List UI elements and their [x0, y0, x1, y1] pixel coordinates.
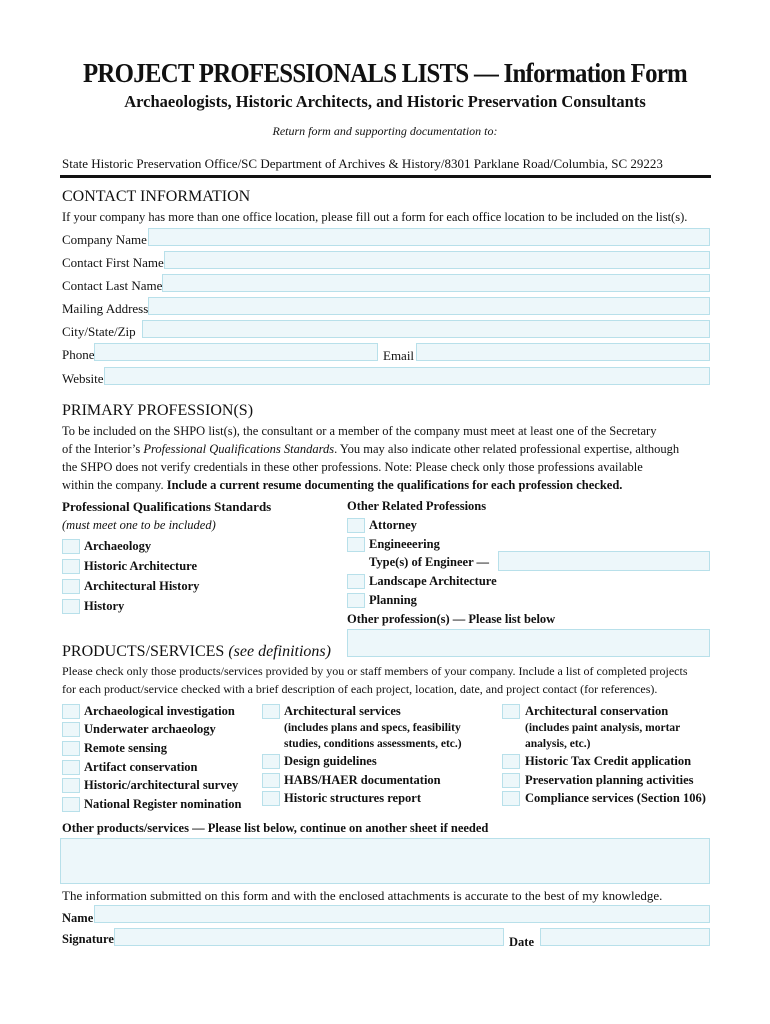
historic-survey-label: Historic/architectural survey — [84, 778, 239, 792]
last-name-field[interactable] — [162, 274, 710, 292]
historic-survey-checkbox[interactable] — [62, 778, 80, 793]
engineering-label: Engineeering — [369, 537, 440, 551]
attestation-text: The information submitted on this form and with the enclosed attachments is accurate to the best of my knowledge. — [62, 888, 663, 903]
landscape-architecture-checkbox[interactable] — [347, 574, 365, 589]
engineer-type-field[interactable] — [498, 551, 710, 571]
products-heading-text: PRODUCTS/SERVICES — [62, 643, 225, 660]
architectural-conservation-note — [525, 720, 680, 752]
national-register-checkbox[interactable] — [62, 797, 80, 812]
last-name-label: Contact Last Name — [62, 278, 163, 293]
archaeology-label: Archaeology — [84, 539, 152, 553]
arch-services-note-2: studies, conditions assessments, etc.) — [284, 738, 462, 750]
preservation-planning-label: Preservation planning activities — [525, 773, 694, 787]
name-field[interactable] — [94, 905, 710, 923]
products-note-line-1: Please check only those products/services provided by you or staff members of your company. Include a list of completed projects — [62, 664, 688, 678]
signature-label: Signature — [62, 932, 114, 946]
historic-architecture-checkbox[interactable] — [62, 559, 80, 574]
contact-note: If your company has more than one office location, please fill out a form for each office location to be included on the list(s). — [62, 210, 688, 224]
underwater-archaeology-checkbox[interactable] — [62, 722, 80, 737]
tax-credit-label: Historic Tax Credit application — [525, 754, 692, 768]
profession-para-line-3: the SHPO does not verify credentials in these other professions. Note: Please check only those professions available — [62, 460, 643, 474]
profession-description — [62, 422, 712, 494]
products-section-heading — [62, 643, 331, 661]
artifact-conservation-label: Artifact conservation — [84, 760, 198, 774]
attorney-checkbox[interactable] — [347, 518, 365, 533]
pqs-standards-emphasis: Professional Qualifications Standards — [143, 442, 335, 456]
other-professions-heading: Other Related Professions — [347, 499, 487, 513]
header-divider — [60, 175, 711, 178]
architectural-history-checkbox[interactable] — [62, 579, 80, 594]
website-field[interactable] — [104, 367, 710, 385]
first-name-label: Contact First Name — [62, 255, 164, 270]
email-label: Email — [383, 348, 415, 363]
history-checkbox[interactable] — [62, 599, 80, 614]
resume-requirement: Include a current resume documenting the qualifications for each profession checked. — [166, 478, 623, 492]
profession-section-heading: PRIMARY PROFESSION(S) — [62, 402, 254, 419]
phone-field[interactable] — [94, 343, 378, 361]
planning-label: Planning — [369, 593, 417, 607]
habs-haer-checkbox[interactable] — [262, 773, 280, 788]
design-guidelines-label: Design guidelines — [284, 754, 377, 768]
name-label: Name — [62, 911, 94, 925]
engineering-checkbox[interactable] — [347, 537, 365, 552]
para-2c: . You may also indicate other related professional expertise, although — [334, 442, 680, 456]
form-title: PROJECT PROFESSIONALS LISTS — Information Form — [82, 58, 688, 88]
city-state-zip-label: City/State/Zip — [62, 324, 136, 339]
mailing-address-field[interactable] — [148, 297, 710, 315]
compliance-services-label: Compliance services (Section 106) — [525, 791, 706, 805]
company-name-field[interactable] — [148, 228, 710, 246]
design-guidelines-checkbox[interactable] — [262, 754, 280, 769]
archaeology-checkbox[interactable] — [62, 539, 80, 554]
architectural-services-note — [284, 720, 462, 752]
para-2a: of the Interior’s — [62, 442, 144, 456]
para-4a: within the company. — [62, 478, 167, 492]
preservation-planning-checkbox[interactable] — [502, 773, 520, 788]
arch-conservation-note-2: analysis, etc.) — [525, 738, 591, 750]
other-professions-field[interactable] — [347, 629, 710, 657]
mailing-address-line: State Historic Preservation Office/SC Department of Archives & History/8301 Parklane Road/Columbia, SC 29223 — [62, 156, 663, 171]
form-subtitle: Archaeologists, Historic Architects, and Historic Preservation Consultants — [124, 92, 646, 111]
date-field[interactable] — [540, 928, 710, 946]
planning-checkbox[interactable] — [347, 593, 365, 608]
date-label: Date — [509, 935, 534, 949]
attorney-label: Attorney — [369, 518, 417, 532]
other-products-field[interactable] — [60, 838, 710, 884]
architectural-history-label: Architectural History — [84, 579, 200, 593]
historic-structures-report-checkbox[interactable] — [262, 791, 280, 806]
company-name-label: Company Name — [62, 232, 147, 247]
historic-architecture-label: Historic Architecture — [84, 559, 198, 573]
mailing-address-label: Mailing Address — [62, 301, 149, 316]
city-state-zip-field[interactable] — [142, 320, 710, 338]
email-field[interactable] — [416, 343, 710, 361]
other-products-label: Other products/services — Please list below, continue on another sheet if needed — [62, 821, 489, 835]
profession-para-line-2 — [62, 440, 712, 458]
historic-structures-report-label: Historic structures report — [284, 791, 421, 805]
pqs-subheading: (must meet one to be included) — [62, 518, 216, 532]
pqs-heading: Professional Qualifications Standards — [62, 499, 272, 514]
architectural-services-checkbox[interactable] — [262, 704, 280, 719]
website-label: Website — [62, 371, 104, 386]
landscape-architecture-label: Landscape Architecture — [369, 574, 497, 588]
artifact-conservation-checkbox[interactable] — [62, 760, 80, 775]
architectural-conservation-label: Architectural conservation — [525, 704, 669, 718]
arch-conservation-note-1: (includes paint analysis, mortar — [525, 722, 681, 734]
arch-services-note-1: (includes plans and specs, feasibility — [284, 722, 461, 734]
tax-credit-checkbox[interactable] — [502, 754, 520, 769]
profession-para-line-1: To be included on the SHPO list(s), the consultant or a member of the company must meet at least one of the Secretary — [62, 424, 657, 438]
products-note — [62, 662, 712, 698]
engineer-type-label: Type(s) of Engineer — — [369, 555, 490, 569]
national-register-label: National Register nomination — [84, 797, 242, 811]
profession-para-line-4 — [62, 476, 712, 494]
remote-sensing-checkbox[interactable] — [62, 741, 80, 756]
see-definitions-text: (see definitions) — [228, 643, 331, 660]
compliance-services-checkbox[interactable] — [502, 791, 520, 806]
products-note-line-2: for each product/service checked with a brief description of each project, location, date, and project contact (for references). — [62, 682, 658, 696]
architectural-conservation-checkbox[interactable] — [502, 704, 520, 719]
first-name-field[interactable] — [164, 251, 710, 269]
phone-label: Phone — [62, 347, 95, 362]
archaeological-investigation-label: Archaeological investigation — [84, 704, 235, 718]
signature-field[interactable] — [114, 928, 504, 946]
contact-section-heading: CONTACT INFORMATION — [62, 188, 251, 205]
return-note: Return form and supporting documentation to: — [272, 124, 498, 138]
remote-sensing-label: Remote sensing — [84, 741, 167, 755]
other-professions-list-label: Other profession(s) — Please list below — [347, 612, 556, 626]
archaeological-investigation-checkbox[interactable] — [62, 704, 80, 719]
architectural-services-label: Architectural services — [284, 704, 401, 718]
habs-haer-label: HABS/HAER documentation — [284, 773, 441, 787]
underwater-archaeology-label: Underwater archaeology — [84, 722, 216, 736]
history-label: History — [84, 599, 125, 613]
